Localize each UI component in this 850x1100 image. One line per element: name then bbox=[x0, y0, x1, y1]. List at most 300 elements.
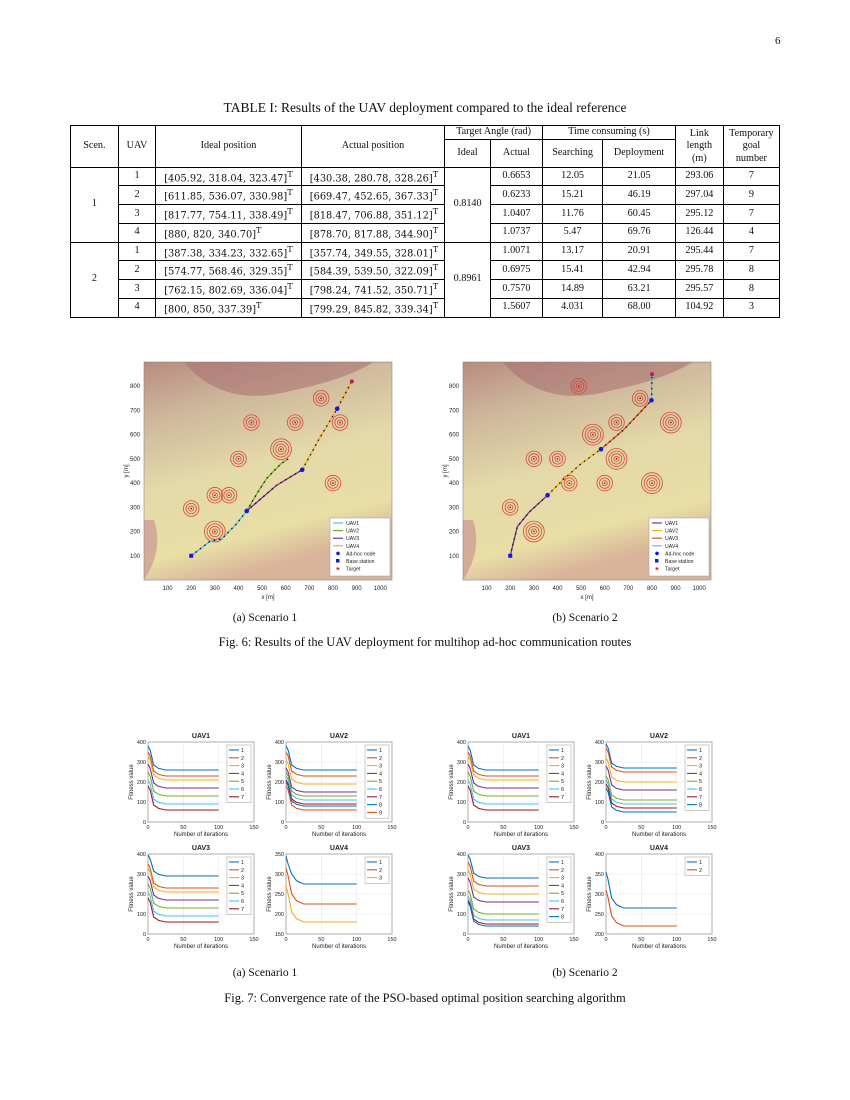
y-tick-label: 400 bbox=[456, 852, 466, 858]
legend-base-icon bbox=[655, 559, 659, 563]
y-tick-label: 100 bbox=[456, 912, 466, 918]
legend-label: 4 bbox=[379, 771, 383, 778]
x-tick-label: 150 bbox=[707, 825, 717, 831]
y-tick-label: 200 bbox=[136, 780, 146, 786]
obstacle-center bbox=[568, 482, 570, 484]
x-tick-label: 900 bbox=[670, 586, 681, 592]
cell-searching: 13.17 bbox=[542, 242, 602, 261]
legend-label: 2 bbox=[241, 867, 245, 874]
legend-star-icon: ★ bbox=[654, 566, 660, 573]
cell-uav: 4 bbox=[118, 298, 155, 317]
x-tick-label: 700 bbox=[304, 586, 315, 592]
x-tick-label: 200 bbox=[186, 586, 197, 592]
cell-deployment: 60.45 bbox=[603, 205, 676, 224]
uav-path-4 bbox=[652, 375, 653, 400]
target-marker bbox=[350, 379, 354, 383]
legend-label: 1 bbox=[379, 860, 383, 866]
table-row bbox=[71, 242, 780, 261]
x-axis-label: Number of iterations bbox=[311, 832, 367, 838]
cell-actual-angle: 0.6975 bbox=[490, 261, 542, 280]
legend-label: 5 bbox=[561, 779, 565, 786]
y-axis-label: Fitness value bbox=[129, 876, 135, 912]
cell-deployment: 68.00 bbox=[603, 298, 676, 317]
legend-label: 7 bbox=[561, 794, 565, 801]
legend-node-icon bbox=[336, 552, 340, 556]
y-axis-label: y [m] bbox=[443, 464, 449, 478]
x-tick-label: 0 bbox=[284, 825, 288, 831]
fig6-subcaption-a: (a) Scenario 1 bbox=[232, 612, 298, 624]
plot-title: UAV3 bbox=[191, 845, 211, 852]
x-axis-label: Number of iterations bbox=[631, 832, 687, 838]
cell-uav: 3 bbox=[118, 280, 155, 299]
legend-label: 5 bbox=[241, 779, 245, 786]
cell-goal-number: 4 bbox=[723, 223, 779, 242]
header-ideal: Ideal bbox=[445, 139, 491, 167]
y-axis-label: Fitness value bbox=[129, 764, 135, 800]
legend-label: 5 bbox=[241, 891, 245, 898]
y-tick-label: 200 bbox=[129, 529, 140, 536]
obstacle-center bbox=[339, 422, 341, 424]
cell-ideal-position: [387.38, 334.23, 332.65]$^T$ bbox=[156, 242, 302, 261]
x-tick-label: 50 bbox=[180, 937, 187, 943]
table-row bbox=[71, 298, 780, 317]
base-station bbox=[508, 554, 512, 558]
x-tick-label: 400 bbox=[233, 586, 244, 592]
legend-label: UAV1 bbox=[346, 521, 360, 527]
y-tick-label: 700 bbox=[129, 408, 140, 415]
legend-label: 6 bbox=[561, 899, 565, 905]
cell-actual-angle: 0.6653 bbox=[490, 167, 542, 186]
x-tick-label: 900 bbox=[351, 586, 362, 592]
plot-title: UAV2 bbox=[649, 733, 669, 740]
header-scen: Scen. bbox=[71, 126, 119, 168]
cell-searching: 4.031 bbox=[542, 298, 602, 317]
header-link-length: Link length (m) bbox=[675, 126, 723, 168]
cell-ideal-position: [800, 850, 337.39]$^T$ bbox=[156, 298, 302, 317]
cell-link-length: 297.04 bbox=[675, 186, 723, 205]
y-tick-label: 300 bbox=[136, 872, 146, 878]
cell-link-length: 295.44 bbox=[675, 242, 723, 261]
x-axis-label: Number of iterations bbox=[173, 944, 229, 950]
x-tick-label: 400 bbox=[552, 586, 563, 592]
y-tick-label: 400 bbox=[594, 740, 604, 746]
x-axis-label: Number of iterations bbox=[493, 944, 549, 950]
cell-link-length: 295.12 bbox=[675, 205, 723, 224]
cell-link-length: 295.57 bbox=[675, 280, 723, 299]
cell-goal-number: 3 bbox=[723, 298, 779, 317]
y-tick-label: 200 bbox=[136, 892, 146, 898]
cell-searching: 5.47 bbox=[542, 223, 602, 242]
y-tick-label: 800 bbox=[129, 384, 140, 391]
legend-label: Base station bbox=[346, 559, 375, 565]
x-tick-label: 100 bbox=[352, 937, 362, 943]
legend-label: 8 bbox=[699, 802, 703, 809]
cell-actual-position: [669.47, 452.65, 367.33]$^T$ bbox=[301, 186, 444, 205]
cell-ideal-position: [880, 820, 340.70]$^T$ bbox=[156, 223, 302, 242]
adhoc-node bbox=[335, 406, 340, 411]
x-tick-label: 500 bbox=[576, 586, 587, 592]
cell-actual-position: [818.47, 706.88, 351.12]$^T$ bbox=[301, 205, 444, 224]
x-axis-label: Number of iterations bbox=[311, 944, 367, 950]
adhoc-node bbox=[244, 509, 249, 514]
legend-label: UAV4 bbox=[665, 543, 679, 550]
y-tick-label: 200 bbox=[274, 912, 284, 918]
obstacle-center bbox=[320, 397, 322, 399]
y-tick-label: 400 bbox=[448, 481, 459, 488]
legend-label: Base station bbox=[665, 559, 694, 565]
cell-uav: 3 bbox=[118, 205, 155, 224]
plot-title: UAV3 bbox=[511, 845, 531, 852]
legend-label: 4 bbox=[241, 771, 245, 778]
y-tick-label: 200 bbox=[456, 780, 466, 786]
legend-label: 3 bbox=[241, 763, 245, 770]
y-tick-label: 100 bbox=[136, 912, 146, 918]
cell-actual-position: [357.74, 349.55, 328.01]$^T$ bbox=[301, 242, 444, 261]
y-tick-label: 400 bbox=[456, 740, 466, 746]
y-tick-label: 0 bbox=[142, 932, 146, 938]
x-tick-label: 800 bbox=[646, 586, 657, 592]
x-tick-label: 100 bbox=[214, 937, 224, 943]
legend-label: UAV2 bbox=[665, 528, 679, 535]
cell-actual-position: [430.38, 280.78, 328.26]$^T$ bbox=[301, 167, 444, 186]
adhoc-node bbox=[300, 467, 305, 472]
cell-goal-number: 8 bbox=[723, 280, 779, 299]
x-tick-label: 50 bbox=[500, 825, 507, 831]
legend-label: 6 bbox=[379, 787, 383, 793]
obstacle-center bbox=[604, 482, 606, 484]
header-actual-position: Actual position bbox=[301, 126, 444, 168]
x-tick-label: 800 bbox=[327, 586, 338, 592]
legend-label: 9 bbox=[379, 810, 383, 817]
x-tick-label: 500 bbox=[257, 586, 268, 592]
y-tick-label: 300 bbox=[594, 892, 604, 898]
adhoc-node bbox=[649, 398, 654, 403]
obstacle-center bbox=[190, 508, 192, 510]
legend-label: Ad-hoc node bbox=[346, 551, 376, 558]
x-tick-label: 50 bbox=[500, 937, 507, 943]
legend-label: 6 bbox=[561, 787, 565, 793]
y-tick-label: 800 bbox=[448, 384, 459, 391]
x-tick-label: 300 bbox=[528, 586, 539, 592]
x-axis-label: Number of iterations bbox=[493, 832, 549, 838]
legend-label: UAV2 bbox=[346, 528, 360, 535]
cell-link-length: 126.44 bbox=[675, 223, 723, 242]
cell-actual-angle: 1.5607 bbox=[490, 298, 542, 317]
header-goal-number: Temporary goal number bbox=[723, 126, 779, 168]
legend-label: Target bbox=[665, 566, 680, 573]
legend-label: 1 bbox=[699, 860, 703, 866]
y-tick-label: 300 bbox=[448, 505, 459, 512]
table-row bbox=[71, 280, 780, 299]
cell-actual-angle: 0.6233 bbox=[490, 186, 542, 205]
target-marker bbox=[650, 372, 654, 376]
header-actual: Actual bbox=[490, 139, 542, 167]
legend-base-icon bbox=[336, 559, 340, 563]
cell-link-length: 293.06 bbox=[675, 167, 723, 186]
cell-actual-angle: 1.0407 bbox=[490, 205, 542, 224]
cell-deployment: 20.91 bbox=[603, 242, 676, 261]
legend-label: 5 bbox=[699, 779, 703, 786]
y-tick-label: 200 bbox=[448, 529, 459, 536]
y-tick-label: 0 bbox=[462, 932, 466, 938]
x-tick-label: 0 bbox=[466, 937, 470, 943]
header-searching: Searching bbox=[542, 139, 602, 167]
cell-ideal-position: [817.77, 754.11, 338.49]$^T$ bbox=[156, 205, 302, 224]
cell-deployment: 42.94 bbox=[603, 261, 676, 280]
fig7-convergence-plots bbox=[100, 728, 740, 960]
table-body bbox=[71, 167, 780, 317]
adhoc-node bbox=[599, 447, 604, 452]
cell-goal-number: 7 bbox=[723, 242, 779, 261]
y-tick-label: 300 bbox=[274, 760, 284, 766]
cell-searching: 14.89 bbox=[542, 280, 602, 299]
x-tick-label: 0 bbox=[146, 825, 150, 831]
cell-actual-angle: 0.7570 bbox=[490, 280, 542, 299]
plot-title: UAV1 bbox=[511, 733, 531, 740]
x-tick-label: 700 bbox=[623, 586, 634, 592]
x-axis-label: x [m] bbox=[261, 595, 275, 601]
obstacle-center bbox=[557, 458, 559, 460]
x-tick-label: 0 bbox=[466, 825, 470, 831]
legend-label: UAV3 bbox=[665, 536, 679, 543]
x-tick-label: 100 bbox=[672, 825, 682, 831]
legend-box bbox=[685, 857, 709, 876]
plot-title: UAV1 bbox=[191, 733, 211, 740]
obstacle-center bbox=[639, 397, 641, 399]
y-tick-label: 400 bbox=[594, 852, 604, 858]
y-tick-label: 300 bbox=[129, 505, 140, 512]
x-tick-label: 0 bbox=[284, 937, 288, 943]
table-row bbox=[71, 167, 780, 186]
cell-link-length: 104.92 bbox=[675, 298, 723, 317]
y-tick-label: 300 bbox=[594, 760, 604, 766]
obstacle-center bbox=[214, 531, 216, 533]
obstacle-center bbox=[651, 482, 653, 484]
fig7-subcaption-a: (a) Scenario 1 bbox=[232, 967, 298, 979]
cell-scen: 1 bbox=[71, 167, 119, 242]
y-tick-label: 400 bbox=[274, 740, 284, 746]
y-tick-label: 600 bbox=[129, 432, 140, 439]
legend-label: 4 bbox=[241, 883, 245, 890]
cell-ideal-angle: 0.8961 bbox=[445, 242, 491, 317]
obstacle-center bbox=[592, 434, 594, 436]
cell-actual-position: [799.29, 845.82, 339.34]$^T$ bbox=[301, 298, 444, 317]
y-tick-label: 100 bbox=[594, 800, 604, 806]
y-tick-label: 400 bbox=[136, 740, 146, 746]
cell-goal-number: 9 bbox=[723, 186, 779, 205]
x-tick-label: 1000 bbox=[692, 586, 706, 592]
x-tick-label: 0 bbox=[146, 937, 150, 943]
obstacle-center bbox=[228, 494, 230, 496]
x-tick-label: 0 bbox=[604, 937, 608, 943]
header-uav: UAV bbox=[118, 126, 155, 168]
cell-deployment: 69.76 bbox=[603, 223, 676, 242]
legend-label: 3 bbox=[379, 875, 383, 882]
cell-searching: 15.21 bbox=[542, 186, 602, 205]
y-tick-label: 300 bbox=[456, 872, 466, 878]
y-tick-label: 250 bbox=[594, 912, 604, 918]
x-tick-label: 50 bbox=[638, 937, 645, 943]
legend-label: 2 bbox=[699, 867, 703, 874]
y-axis-label: Fitness value bbox=[587, 876, 593, 912]
obstacle-center bbox=[251, 422, 253, 424]
header-ideal-position: Ideal position bbox=[156, 126, 302, 168]
x-tick-label: 100 bbox=[214, 825, 224, 831]
cell-uav: 1 bbox=[118, 242, 155, 261]
fig6a-map-scenario1 bbox=[118, 360, 408, 604]
legend-label: 2 bbox=[561, 867, 565, 874]
y-tick-label: 350 bbox=[274, 852, 284, 858]
legend-label: UAV3 bbox=[346, 536, 360, 543]
table-row bbox=[71, 186, 780, 205]
table-row bbox=[71, 205, 780, 224]
obstacle-center bbox=[238, 458, 240, 460]
table-row bbox=[71, 223, 780, 242]
fig6-caption: Fig. 6: Results of the UAV deployment for multihop ad-hoc communication routes bbox=[218, 635, 632, 649]
legend-label: 6 bbox=[699, 787, 703, 793]
x-tick-label: 50 bbox=[318, 825, 325, 831]
y-tick-label: 600 bbox=[448, 432, 459, 439]
legend-label: Target bbox=[346, 566, 361, 573]
y-tick-label: 100 bbox=[136, 800, 146, 806]
x-tick-label: 100 bbox=[162, 586, 173, 592]
legend-box bbox=[547, 857, 571, 922]
legend-label: 1 bbox=[699, 748, 703, 754]
x-tick-label: 1000 bbox=[373, 586, 387, 592]
y-tick-label: 500 bbox=[448, 456, 459, 463]
results-table bbox=[70, 125, 780, 318]
plot-title: UAV2 bbox=[329, 733, 349, 740]
y-tick-label: 200 bbox=[274, 780, 284, 786]
legend-label: UAV4 bbox=[346, 543, 360, 550]
x-tick-label: 100 bbox=[481, 586, 492, 592]
cell-ideal-angle: 0.8140 bbox=[445, 167, 491, 242]
x-axis-label: Number of iterations bbox=[631, 944, 687, 950]
legend-label: 1 bbox=[379, 748, 383, 754]
cell-actual-position: [798.24, 741.52, 350.71]$^T$ bbox=[301, 280, 444, 299]
x-tick-label: 100 bbox=[672, 937, 682, 943]
legend-label: 6 bbox=[241, 787, 245, 793]
obstacle-center bbox=[214, 494, 216, 496]
plot-title: UAV4 bbox=[649, 845, 669, 852]
legend-label: 8 bbox=[379, 802, 383, 809]
y-tick-label: 100 bbox=[274, 800, 284, 806]
cell-searching: 12.05 bbox=[542, 167, 602, 186]
obstacle-center bbox=[294, 422, 296, 424]
y-tick-label: 300 bbox=[274, 872, 284, 878]
y-tick-label: 300 bbox=[136, 760, 146, 766]
legend-label: 7 bbox=[561, 906, 565, 913]
cell-link-length: 295.78 bbox=[675, 261, 723, 280]
y-tick-label: 400 bbox=[136, 852, 146, 858]
legend-label: 5 bbox=[379, 779, 383, 786]
legend-label: 1 bbox=[241, 748, 245, 754]
fig7-subcaption-b: (b) Scenario 2 bbox=[552, 967, 618, 979]
fig7-caption: Fig. 7: Convergence rate of the PSO-based optimal position searching algorithm bbox=[224, 991, 626, 1005]
x-axis-label: x [m] bbox=[580, 595, 594, 601]
page-number: 6 bbox=[775, 35, 781, 47]
y-tick-label: 100 bbox=[448, 553, 459, 560]
cell-actual-position: [878.70, 817.88, 344.90]$^T$ bbox=[301, 223, 444, 242]
legend-label: 2 bbox=[561, 755, 565, 762]
x-tick-label: 50 bbox=[638, 825, 645, 831]
x-tick-label: 50 bbox=[318, 937, 325, 943]
x-tick-label: 150 bbox=[387, 825, 397, 831]
y-tick-label: 500 bbox=[129, 456, 140, 463]
y-tick-label: 300 bbox=[456, 760, 466, 766]
cell-goal-number: 7 bbox=[723, 205, 779, 224]
legend-label: 7 bbox=[241, 906, 245, 913]
legend-label: 8 bbox=[561, 914, 565, 921]
x-tick-label: 150 bbox=[569, 937, 579, 943]
fig6-subcaption-b: (b) Scenario 2 bbox=[552, 612, 618, 624]
y-tick-label: 0 bbox=[142, 820, 146, 826]
legend-label: UAV1 bbox=[665, 521, 679, 527]
legend-label: 5 bbox=[561, 891, 565, 898]
plot-title: UAV4 bbox=[329, 845, 349, 852]
cell-ideal-position: [574.77, 568.46, 329.35]$^T$ bbox=[156, 261, 302, 280]
y-tick-label: 150 bbox=[274, 932, 284, 938]
y-tick-label: 200 bbox=[594, 932, 604, 938]
legend-node-icon bbox=[655, 552, 659, 556]
x-tick-label: 150 bbox=[387, 937, 397, 943]
x-tick-label: 600 bbox=[280, 586, 291, 592]
legend-label: 4 bbox=[561, 883, 565, 890]
legend-label: 6 bbox=[241, 899, 245, 905]
x-axis-label: Number of iterations bbox=[173, 832, 229, 838]
y-axis-label: Fitness value bbox=[267, 764, 273, 800]
x-tick-label: 100 bbox=[534, 825, 544, 831]
y-tick-label: 700 bbox=[448, 408, 459, 415]
legend-label: 7 bbox=[699, 794, 703, 801]
header-target-angle: Target Angle (rad) bbox=[445, 126, 543, 140]
legend-box bbox=[685, 745, 709, 810]
legend-label: 3 bbox=[699, 763, 703, 770]
legend-label: 4 bbox=[561, 771, 565, 778]
obstacle-center bbox=[533, 531, 535, 533]
obstacle-center bbox=[280, 448, 282, 450]
y-tick-label: 200 bbox=[456, 892, 466, 898]
x-tick-label: 150 bbox=[249, 825, 259, 831]
cell-actual-angle: 1.0071 bbox=[490, 242, 542, 261]
cell-actual-position: [584.39, 539.50, 322.09]$^T$ bbox=[301, 261, 444, 280]
cell-ideal-position: [611.85, 536.07, 330.98]$^T$ bbox=[156, 186, 302, 205]
y-tick-label: 100 bbox=[129, 553, 140, 560]
legend-label: 3 bbox=[241, 875, 245, 882]
cell-ideal-position: [405.92, 318.04, 323.47]$^T$ bbox=[156, 167, 302, 186]
legend-label: 7 bbox=[379, 794, 383, 801]
cell-deployment: 21.05 bbox=[603, 167, 676, 186]
header-deployment: Deployment bbox=[603, 139, 676, 167]
cell-actual-angle: 1.0737 bbox=[490, 223, 542, 242]
legend-label: 1 bbox=[561, 860, 565, 866]
y-tick-label: 200 bbox=[594, 780, 604, 786]
legend-label: Ad-hoc node bbox=[665, 551, 695, 558]
cell-uav: 2 bbox=[118, 186, 155, 205]
y-tick-label: 0 bbox=[462, 820, 466, 826]
fig6b-map-scenario2 bbox=[437, 360, 727, 604]
cell-searching: 15.41 bbox=[542, 261, 602, 280]
legend-label: 4 bbox=[699, 771, 703, 778]
legend-label: 3 bbox=[561, 763, 565, 770]
cell-ideal-position: [762.15, 802.69, 336.04]$^T$ bbox=[156, 280, 302, 299]
legend-label: 1 bbox=[241, 860, 245, 866]
x-tick-label: 150 bbox=[707, 937, 717, 943]
cell-goal-number: 8 bbox=[723, 261, 779, 280]
y-tick-label: 0 bbox=[600, 820, 604, 826]
y-tick-label: 250 bbox=[274, 892, 284, 898]
legend-label: 2 bbox=[699, 755, 703, 762]
